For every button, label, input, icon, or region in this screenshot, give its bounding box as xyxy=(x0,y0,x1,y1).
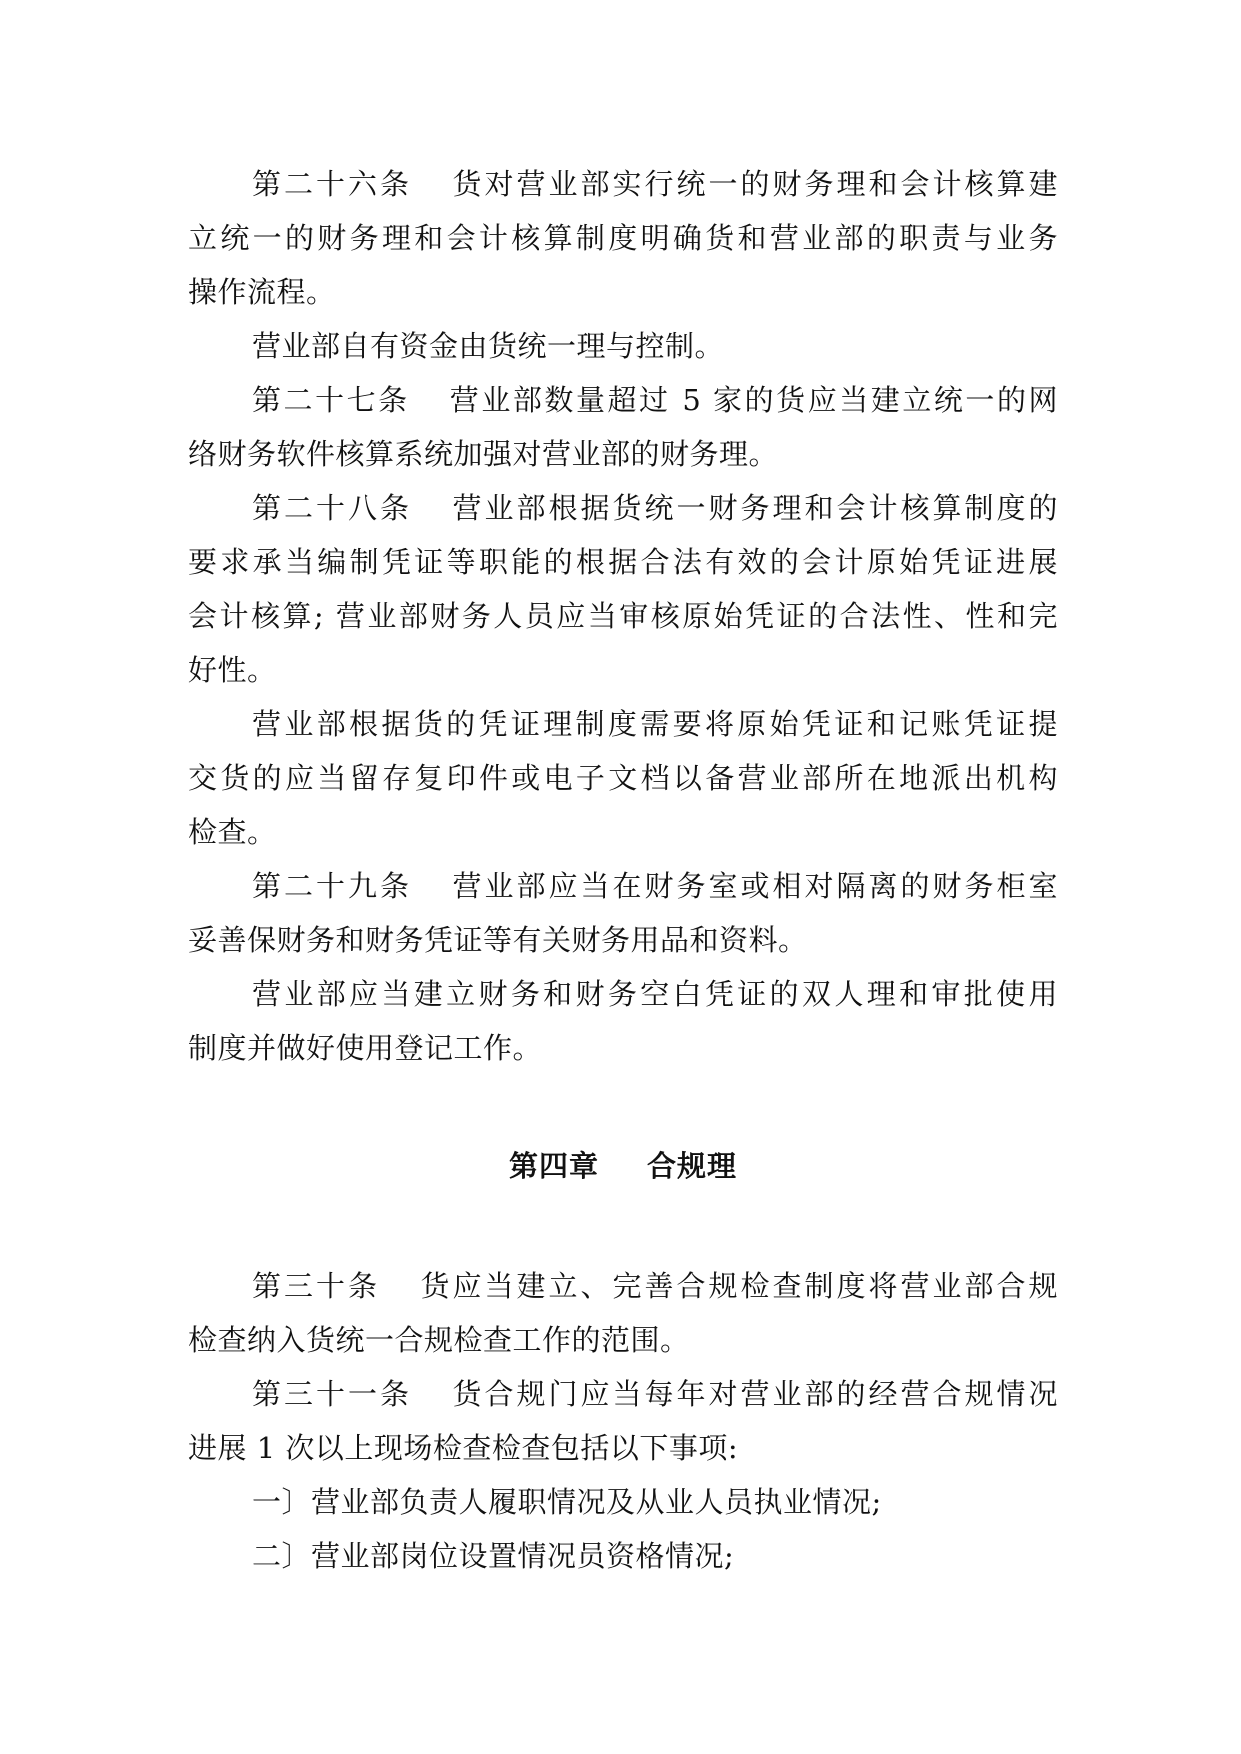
text-line xyxy=(188,1313,1058,1367)
text-line xyxy=(188,211,1058,265)
text-line xyxy=(188,1475,1058,1529)
paragraph xyxy=(188,1259,1058,1367)
line-text: 营业部根据货的凭证理制度需要将原始凭证和记账凭证提 xyxy=(252,707,1058,741)
article-number: 第二十八条 xyxy=(252,491,412,525)
paragraph xyxy=(188,481,1058,697)
line-text: 制度并做好使用登记工作。 xyxy=(188,1031,543,1065)
article-number: 第二十七条 xyxy=(252,383,410,417)
text-line xyxy=(188,751,1058,805)
article-text: 货应当建立、完善合规检查制度将营业部合规 xyxy=(418,1269,1058,1303)
line-text: 会计核算; 营业部财务人员应当审核原始凭证的合法性、性和完 xyxy=(188,599,1058,633)
text-line xyxy=(188,319,1058,373)
paragraph xyxy=(188,859,1058,967)
paragraph xyxy=(188,1529,1058,1583)
text-line xyxy=(188,967,1058,1021)
chapter-title: 合规理 xyxy=(647,1149,738,1183)
line-text: 妥善保财务和财务凭证等有关财务用品和资料。 xyxy=(188,923,808,957)
line-text: 操作流程。 xyxy=(188,275,336,309)
document-body xyxy=(188,157,1058,1583)
text-line xyxy=(188,913,1058,967)
paragraph xyxy=(188,697,1058,859)
article-text: 营业部数量超过 5 家的货应当建立统一的网 xyxy=(447,383,1058,417)
text-line xyxy=(188,1367,1058,1421)
article-number: 第二十六条 xyxy=(252,167,412,201)
paragraph xyxy=(188,319,1058,373)
text-line xyxy=(188,1021,1058,1075)
line-text: 要求承当编制凭证等职能的根据合法有效的会计原始凭证进展 xyxy=(188,545,1058,579)
line-text: 营业部自有资金由货统一理与控制。 xyxy=(252,329,725,363)
article-number: 第三十一条 xyxy=(252,1377,412,1411)
text-line xyxy=(188,373,1058,427)
article-text: 营业部根据货统一财务理和会计核算制度的 xyxy=(450,491,1058,525)
line-text: 检查。 xyxy=(188,815,277,849)
text-line xyxy=(188,805,1058,859)
article-number: 第二十九条 xyxy=(252,869,412,903)
text-line xyxy=(188,1259,1058,1313)
text-line xyxy=(188,1529,1058,1583)
text-line xyxy=(188,427,1058,481)
text-line xyxy=(188,589,1058,643)
line-text: 进展 1 次以上现场检查检查包括以下事项: xyxy=(188,1431,739,1465)
chapter-number: 第四章 xyxy=(508,1149,599,1183)
line-text: 好性。 xyxy=(188,653,277,687)
text-line xyxy=(188,265,1058,319)
line-text: 立统一的财务理和会计核算制度明确货和营业部的职责与业务 xyxy=(188,221,1058,255)
article-text: 营业部应当在财务室或相对隔离的财务柜室 xyxy=(450,869,1058,903)
line-text: 一〕营业部负责人履职情况及从业人员执业情况; xyxy=(252,1485,882,1519)
paragraph xyxy=(188,373,1058,481)
line-text: 营业部应当建立财务和财务空白凭证的双人理和审批使用 xyxy=(252,977,1058,1011)
line-text: 络财务软件核算系统加强对营业部的财务理。 xyxy=(188,437,779,471)
paragraph xyxy=(188,157,1058,319)
article-number: 第三十条 xyxy=(252,1269,380,1303)
article-text: 货对营业部实行统一的财务理和会计核算建 xyxy=(450,167,1058,201)
text-line xyxy=(188,1421,1058,1475)
text-line xyxy=(188,157,1058,211)
chapter-heading xyxy=(188,1139,1058,1193)
paragraph xyxy=(188,967,1058,1075)
paragraph xyxy=(188,1475,1058,1529)
text-line xyxy=(188,697,1058,751)
text-line xyxy=(188,859,1058,913)
paragraph xyxy=(188,1367,1058,1475)
text-line xyxy=(188,535,1058,589)
line-text: 交货的应当留存复印件或电子文档以备营业部所在地派出机构 xyxy=(188,761,1058,795)
line-text: 检查纳入货统一合规检查工作的范围。 xyxy=(188,1323,690,1357)
text-line xyxy=(188,481,1058,535)
text-line xyxy=(188,643,1058,697)
line-text: 二〕营业部岗位设置情况员资格情况; xyxy=(252,1539,735,1573)
article-text: 货合规门应当每年对营业部的经营合规情况 xyxy=(450,1377,1058,1411)
